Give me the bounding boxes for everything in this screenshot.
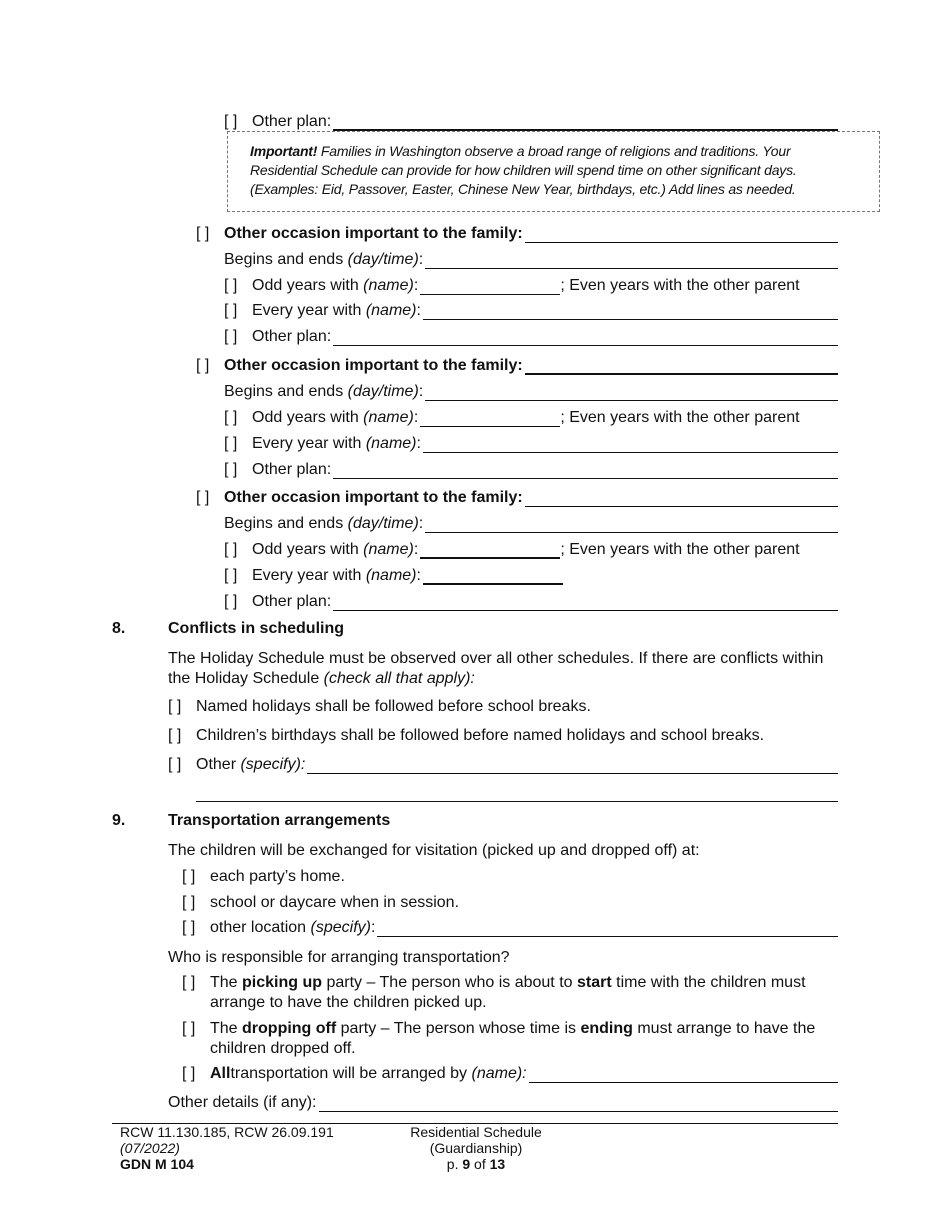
occasion-1-begins-row	[224, 250, 838, 269]
checkbox[interactable]: [ ]	[196, 225, 210, 242]
page-total: 13	[489, 1156, 506, 1172]
transport-question	[168, 948, 838, 967]
other-details-label: Other details (if any):	[168, 1094, 317, 1111]
checkbox[interactable]: [ ]	[168, 756, 182, 773]
drop-off-text	[210, 1019, 834, 1059]
arranged-by-field[interactable]	[529, 1068, 838, 1083]
odd-name-field[interactable]	[420, 280, 560, 295]
odd-label: Odd years with	[252, 277, 359, 294]
other-plan-label: Other plan:	[252, 593, 332, 610]
pick-up-text	[210, 973, 834, 1013]
drop-a: The	[210, 1020, 243, 1037]
every-label: Every year with	[252, 567, 362, 584]
odd-name-field[interactable]	[420, 412, 560, 427]
pick-a: The	[210, 974, 243, 991]
colon: :	[370, 919, 376, 936]
all-text: transportation will be arranged by	[230, 1065, 468, 1082]
colon: :	[413, 541, 419, 558]
odd-label: Odd years with	[252, 409, 359, 426]
section-8-other-row	[168, 755, 838, 774]
checkbox[interactable]: [ ]	[224, 113, 238, 130]
occasion-2-other-row	[224, 460, 838, 479]
footer-center	[400, 1124, 552, 1172]
drop-b: dropping off	[242, 1020, 337, 1037]
other-plan-label: Other plan:	[252, 113, 332, 130]
footer-rcw: RCW 11.130.185, RCW 26.09.191	[120, 1124, 334, 1140]
important-note-text: Families in Washington observe a broad range of religions and traditions. Your Residential Schedule can provide for how children will spend time on other significant days. (Examples: Eid, Passover, Easter, Chinese New Year, birthdays, etc.) Add lines as needed.	[250, 143, 797, 197]
footer-left	[120, 1124, 334, 1172]
checkbox[interactable]: [ ]	[224, 461, 238, 478]
other-plan-label: Other plan:	[252, 328, 332, 345]
checkbox[interactable]: [ ]	[182, 919, 196, 936]
occasion-1-title-row	[196, 224, 838, 243]
checkbox[interactable]: [ ]	[182, 1020, 196, 1037]
checkbox[interactable]: [ ]	[224, 328, 238, 345]
begins-hint: (day/time)	[347, 383, 419, 400]
pick-d: start	[576, 974, 612, 991]
section-8-option-2	[168, 726, 838, 745]
occasion-2-every-row	[224, 434, 838, 453]
checkbox[interactable]: [ ]	[182, 894, 196, 911]
pick-up-option	[182, 973, 838, 1013]
colon: :	[416, 567, 421, 584]
colon: :	[413, 277, 419, 294]
location-home-row	[182, 867, 838, 886]
every-name-field[interactable]	[423, 569, 563, 585]
section-9-title: Transportation arrangements	[168, 812, 391, 829]
colon: :	[416, 435, 421, 452]
checkbox[interactable]: [ ]	[224, 302, 238, 319]
occasion-1-odd-row	[224, 276, 838, 295]
other-location-label: other location	[210, 919, 307, 936]
occasion-2-title-row	[196, 356, 838, 375]
page-prefix: p.	[446, 1156, 463, 1172]
colon: :	[418, 251, 424, 268]
drop-e: must arrange to have the children dropped off.	[210, 1020, 816, 1057]
other-location-field[interactable]	[377, 922, 838, 937]
other-specify-field[interactable]	[307, 759, 838, 774]
page-of: of	[470, 1156, 490, 1172]
odd-label: Odd years with	[252, 541, 359, 558]
other-plan-field[interactable]	[333, 464, 838, 479]
checkbox[interactable]: [ ]	[224, 409, 238, 426]
pick-c: party – The person who is about to	[322, 974, 577, 991]
location-school-row	[182, 893, 838, 912]
occasion-1-other-row	[224, 327, 838, 346]
occasion-3-begins-row	[224, 514, 838, 533]
section-8-option-1	[168, 697, 838, 716]
occasion-3-odd-row	[224, 540, 838, 559]
every-label: Every year with	[252, 435, 362, 452]
question-text: Who is responsible for arranging transportation?	[168, 949, 510, 966]
intro-italic: (check all that apply):	[323, 670, 475, 687]
begins-field[interactable]	[425, 254, 838, 269]
occasion-field[interactable]	[525, 228, 838, 243]
section-8-title: Conflicts in scheduling	[168, 620, 345, 637]
pick-b: picking up	[242, 974, 323, 991]
occasion-field[interactable]	[525, 359, 838, 375]
every-hint: (name)	[365, 435, 417, 452]
every-hint: (name)	[365, 302, 417, 319]
every-label: Every year with	[252, 302, 362, 319]
other-location-hint: (specify)	[310, 919, 371, 936]
drop-off-option	[182, 1019, 838, 1059]
footer-form-id: GDN M 104	[120, 1156, 194, 1172]
colon: :	[413, 409, 419, 426]
page-number	[400, 1156, 552, 1172]
checkbox[interactable]: [ ]	[168, 698, 182, 715]
drop-c: party – The person whose time is	[336, 1020, 581, 1037]
other-plan-field[interactable]	[333, 115, 838, 131]
footer-title: Residential Schedule	[410, 1124, 542, 1140]
footer-subtitle: (Guardianship)	[429, 1140, 523, 1156]
odd-hint: (name)	[363, 409, 414, 426]
begins-label: Begins and ends	[224, 251, 344, 268]
checkbox[interactable]: [ ]	[224, 567, 238, 584]
begins-field[interactable]	[425, 518, 838, 533]
checkbox[interactable]: [ ]	[224, 541, 238, 558]
every-name-field[interactable]	[423, 305, 838, 320]
all-label: All	[210, 1065, 231, 1082]
occasion-3-every-row	[224, 566, 838, 585]
checkbox[interactable]: [ ]	[168, 727, 182, 744]
location-text: school or daycare when in session.	[210, 894, 460, 911]
colon: :	[416, 302, 421, 319]
every-hint: (name)	[365, 567, 417, 584]
top-other-plan-row	[224, 112, 838, 131]
occasion-title: Other occasion important to the family:	[224, 225, 523, 242]
checkbox[interactable]: [ ]	[182, 1065, 196, 1082]
checkbox[interactable]: [ ]	[196, 357, 210, 374]
section-8-intro	[168, 649, 838, 689]
checkbox[interactable]: [ ]	[224, 435, 238, 452]
checkbox[interactable]: [ ]	[224, 593, 238, 610]
intro-text: The Holiday Schedule must be observed over all other schedules. If there are conflicts within the Holiday Schedule	[168, 650, 824, 687]
other-details-row	[168, 1093, 838, 1112]
other-details-field[interactable]	[319, 1097, 839, 1112]
begins-label: Begins and ends	[224, 515, 344, 532]
begins-field[interactable]	[425, 386, 838, 401]
checkbox[interactable]: [ ]	[182, 974, 196, 991]
option-text: Children’s birthdays shall be followed before named holidays and school breaks.	[196, 727, 765, 744]
begins-hint: (day/time)	[347, 515, 419, 532]
page-current: 9	[462, 1156, 471, 1172]
odd-name-field[interactable]	[420, 543, 560, 559]
every-name-field[interactable]	[423, 438, 838, 453]
section-9-number: 9.	[112, 812, 126, 829]
occasion-field[interactable]	[525, 492, 838, 507]
all-transport-option	[182, 1064, 838, 1083]
odd-hint: (name)	[363, 277, 414, 294]
begins-hint: (day/time)	[347, 251, 419, 268]
occasion-title: Other occasion important to the family:	[224, 357, 523, 374]
colon: :	[418, 515, 424, 532]
occasion-2-odd-row	[224, 408, 838, 427]
important-note-lead: Important!	[250, 143, 318, 159]
intro-text: The children will be exchanged for visitation (picked up and dropped off) at:	[168, 842, 700, 859]
other-hint: (specify):	[240, 756, 306, 773]
location-other-row	[182, 918, 838, 937]
other-plan-field[interactable]	[333, 596, 838, 611]
occasion-3-other-row	[224, 592, 838, 611]
footer-date: (07/2022)	[120, 1140, 180, 1156]
even-text: ; Even years with the other parent	[560, 409, 800, 426]
section-9-intro	[168, 841, 838, 860]
begins-label: Begins and ends	[224, 383, 344, 400]
checkbox[interactable]: [ ]	[196, 489, 210, 506]
colon: :	[418, 383, 424, 400]
other-plan-label: Other plan:	[252, 461, 332, 478]
occasion-1-every-row	[224, 301, 838, 320]
option-text: Named holidays shall be followed before school breaks.	[196, 698, 591, 715]
occasion-title: Other occasion important to the family:	[224, 489, 523, 506]
other-label: Other	[196, 756, 237, 773]
all-hint: (name):	[471, 1065, 527, 1082]
drop-d: ending	[580, 1020, 633, 1037]
checkbox[interactable]: [ ]	[182, 868, 196, 885]
odd-hint: (name)	[363, 541, 414, 558]
even-text: ; Even years with the other parent	[560, 541, 800, 558]
other-specify-field-2[interactable]	[196, 801, 838, 802]
section-8-number: 8.	[112, 620, 126, 637]
checkbox[interactable]: [ ]	[224, 277, 238, 294]
even-text: ; Even years with the other parent	[560, 277, 800, 294]
pick-e: time with the children must arrange to have the children picked up.	[210, 974, 806, 1011]
occasion-2-begins-row	[224, 382, 838, 401]
location-text: each party’s home.	[210, 868, 345, 885]
other-plan-field[interactable]	[333, 331, 838, 346]
important-note	[250, 142, 850, 199]
occasion-3-title-row	[196, 488, 838, 507]
